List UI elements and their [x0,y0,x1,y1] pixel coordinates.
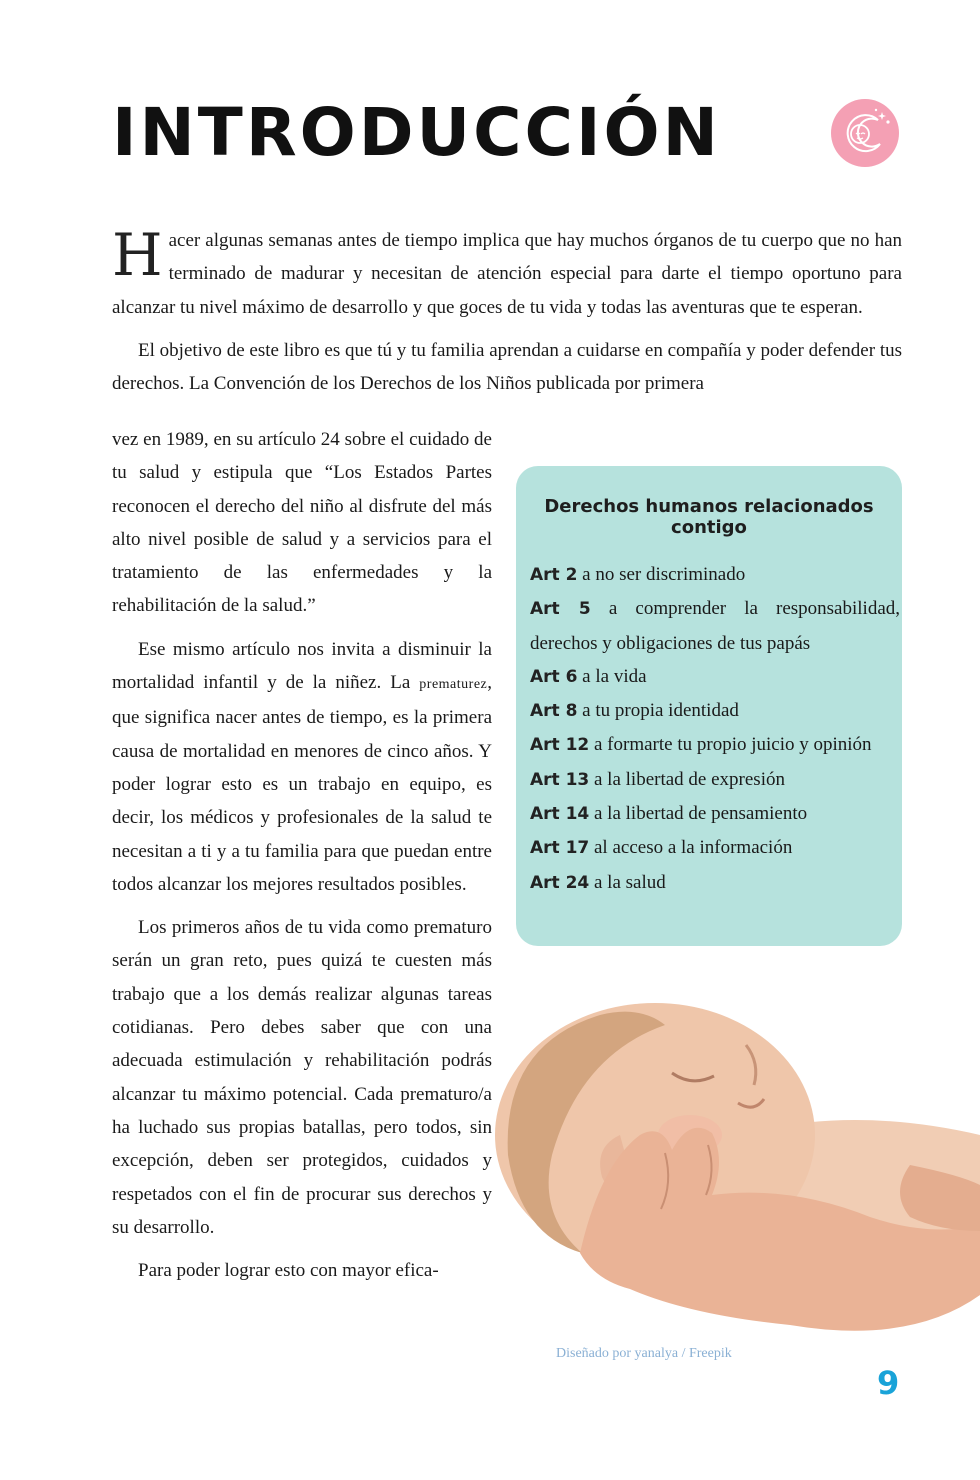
article-text: a formarte tu propio juicio y opinión [594,734,872,756]
article-text: al acceso a la información [594,837,793,859]
rights-item [530,592,900,660]
article-text: a la salud [594,871,666,893]
column-paragraph-4: Los primeros años de tu vida como prematuro serán un gran reto, pues quizá te cuesten más trabajo que a los demás realizar algunas tareas cotidianas. Pero debes saber que con una adecuada estimulación y rehabilitación podrás alcanzar tu máximo potencial. Cada prematuro/a ha luchado sus propias batallas, pero todos, sin excepción, deben ser protegidos, cuidados y respetados con el fin de procurar sus derechos y su desarrollo. [112,917,492,1238]
rights-item [530,694,900,728]
article-number: Art 13 [530,769,590,790]
rights-item [530,866,900,900]
baby-moon-logo-icon [830,98,900,168]
rights-item [530,728,900,762]
column-paragraph-continuation: vez en 1989, en su artículo 24 sobre el cuidado de tu salud y estipula que “Los Estados Partes reconocen el derecho del niño al disfrute del más alto nivel posible de salud y a servicios para el tratamiento de las enfermedades y la rehabilitación de la salud.” [112,429,492,617]
left-column [112,423,492,1287]
column-paragraph-3-end: , que significa nacer antes de tiempo, es la primera causa de mortalidad en menores de cinco años. Y poder lograr esto es un trabajo en equipo, es decir, los médicos y profesionales de la salud te necesitan a ti y a tu familia para que puedan entre todos alcanzar los mejores resultados posibles. [112,672,492,895]
article-text: a la libertad de pensamiento [594,803,808,825]
article-text: a no ser discriminado [582,564,746,585]
column-paragraph-3 [112,633,492,901]
article-number: Art 5 [530,599,591,620]
rights-item [530,558,900,592]
column-paragraph-3-start: Ese mismo artículo nos invita a disminuir la mortalidad infantil y de la niñez. La [112,638,492,694]
article-text: a la libertad de expresión [594,768,785,790]
article-text: a comprender la responsabilidad, derechos y obligaciones de tus papás [530,598,901,654]
intro-paragraph-2: El objetivo de este libro es que tú y tu familia aprendan a cuidarse en compañía y poder defender tus derechos. La Convención de los Derechos de los Niños publicada por primera [112,339,902,395]
intro-section [112,221,902,400]
article-number: Art 6 [530,666,578,687]
rights-item [530,660,900,694]
article-number: Art 14 [530,804,590,825]
article-number: Art 2 [530,565,578,585]
article-number: Art 17 [530,838,590,859]
article-number: Art 8 [530,701,578,722]
page-number: 9 [877,1364,900,1402]
article-number: Art 12 [530,735,590,756]
article-number: Art 24 [530,872,590,893]
article-text: a tu propia identidad [582,700,739,722]
prematurez-term: prematurez [419,677,488,693]
rights-item [530,797,900,831]
rights-item [530,763,900,797]
rights-box-title: Derechos humanos relacionados contigo [544,496,874,538]
page-title: INTRODUCCIÓN [112,94,721,171]
drop-cap: H [112,221,163,289]
article-text: a la vida [582,665,647,687]
rights-list [530,558,900,900]
image-credit: Diseñado por yanalya / Freepik [556,1346,732,1361]
rights-box [516,466,902,946]
rights-item [530,831,900,865]
newborn-photo [490,985,980,1365]
column-paragraph-5: Para poder lograr esto con mayor efica- [138,1260,439,1282]
intro-paragraph-1-text: acer algunas semanas antes de tiempo implica que hay muchos órganos de tu cuerpo que no han terminado de madurar y necesitan de atención especial para darte el tiempo oportuno para alcanzar tu nivel máximo de desarrollo y que goces de tu vida y todas las aventuras que te esperan. [112,230,902,318]
intro-paragraph-1 [112,221,902,324]
